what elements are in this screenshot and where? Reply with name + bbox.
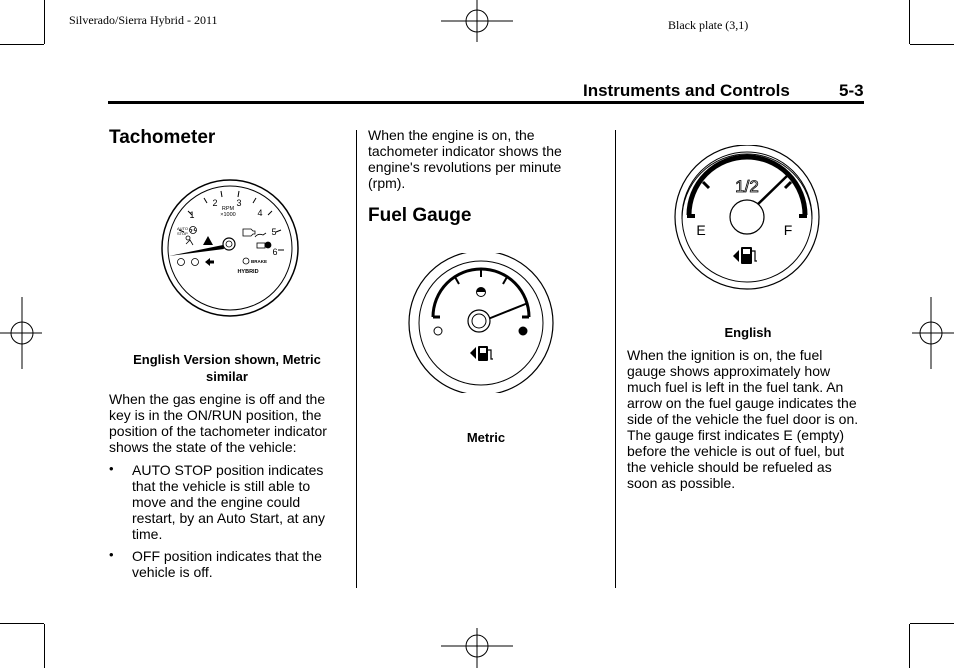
tach-number-1: 1 xyxy=(189,210,195,220)
full-label: F xyxy=(783,222,793,238)
gauge-hub xyxy=(223,238,235,250)
tachometer-caption: English Version shown, Metric similar xyxy=(133,352,321,384)
fuel-gauge-description: When the ignition is on, the fuel gauge shows approximately how much fuel is left in the fuel tank. An arrow on the fuel gauge indicates the side of the vehicle the fuel door is on. The gauge first indicates E (empty) before the vehicle is out of fuel, but the vehicle should be refueled as soon as possible. xyxy=(627,347,859,491)
tachometer-heading: Tachometer xyxy=(109,127,216,148)
tach-number-6: 6 xyxy=(272,247,278,257)
column-divider-1 xyxy=(356,130,357,588)
english-caption: English xyxy=(724,325,772,340)
hybrid-label: HYBRID xyxy=(237,269,259,275)
english-fuel-gauge-illustration xyxy=(667,145,827,290)
column-divider-2 xyxy=(615,130,616,588)
gauge-hub xyxy=(730,200,764,234)
tachometer-bullet-list xyxy=(109,462,341,586)
tach-number-2: 2 xyxy=(212,198,218,208)
tachometer-rpm-text: When the engine is on, the tachometer indicator shows the engine's revolutions per minute (rpm). xyxy=(368,127,562,191)
bullet-auto-stop: • AUTO STOP position indicates that the vehicle is still able to move and the engine could restart, by an Auto Start, at any time. xyxy=(109,461,325,542)
header-rule xyxy=(108,101,864,104)
empty-label: E xyxy=(696,222,706,238)
fuel-gauge-heading: Fuel Gauge xyxy=(368,205,472,226)
rpm-label: RPM xyxy=(221,206,235,212)
auto-stop-label-1: AUTO xyxy=(177,226,189,231)
gauge-hub xyxy=(468,310,490,332)
bullet-off: • OFF position indicates that the vehicle is off. xyxy=(109,547,322,580)
tach-number-3: 3 xyxy=(236,198,242,208)
page-number: 5-3 xyxy=(839,81,864,100)
auto-stop-label-2: STOP xyxy=(177,231,188,236)
tach-number-4: 4 xyxy=(257,208,263,218)
tachometer-illustration xyxy=(155,178,305,318)
empty-marker-icon xyxy=(434,327,442,335)
tachometer-description: When the gas engine is off and the key is in the ON/RUN position, the position of the tachometer indicator shows the state of the vehicle: xyxy=(109,391,327,455)
document-title: Silverado/Sierra Hybrid - 2011 xyxy=(69,13,218,27)
rpm-scale-label: ×1000 xyxy=(220,212,236,218)
metric-caption: Metric xyxy=(466,430,506,445)
metric-fuel-gauge-illustration xyxy=(406,253,556,393)
brake-label: BRAKE xyxy=(251,259,268,264)
plate-label: Black plate (3,1) xyxy=(668,18,749,32)
half-label: 1/2 xyxy=(735,177,759,196)
full-marker-icon xyxy=(519,327,527,335)
section-title: Instruments and Controls xyxy=(583,81,790,100)
tach-number-5: 5 xyxy=(271,227,277,237)
